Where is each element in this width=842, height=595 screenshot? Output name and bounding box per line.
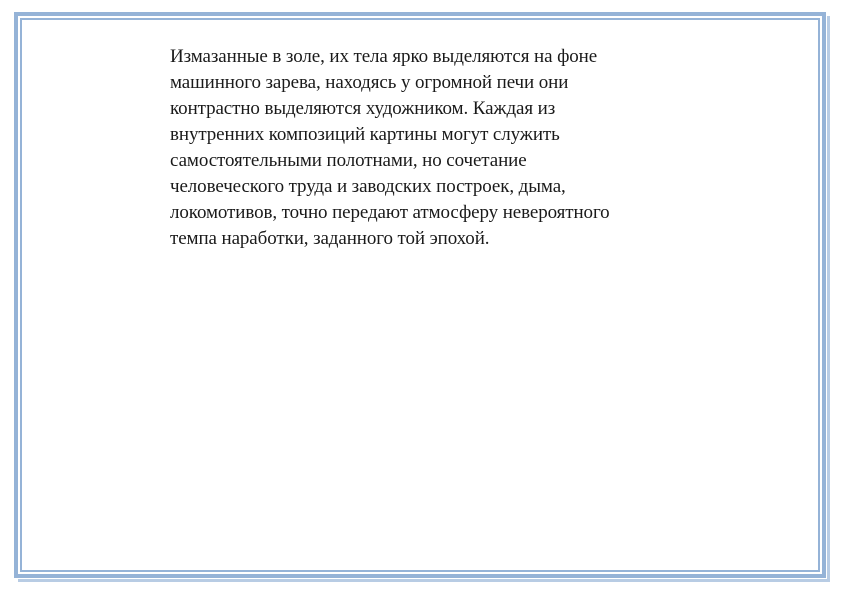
paragraph-line: машинного зарева, находясь у огромной печи они: [170, 72, 569, 93]
paragraph-line: темпа наработки, заданного той эпохой.: [170, 228, 490, 249]
paragraph-line: контрастно выделяются художником. Каждая из: [170, 98, 556, 119]
body-paragraph: [170, 44, 710, 252]
paragraph-line: внутренних композиций картины могут служить: [170, 124, 560, 145]
paragraph-line: человеческого труда и заводских построек, дыма,: [170, 176, 566, 197]
paragraph-line: локомотивов, точно передают атмосферу невероятного: [170, 202, 610, 223]
paragraph-line: Измазанные в золе, их тела ярко выделяются на фоне: [170, 46, 598, 67]
paragraph-line: самостоятельными полотнами, но сочетание: [170, 150, 527, 171]
